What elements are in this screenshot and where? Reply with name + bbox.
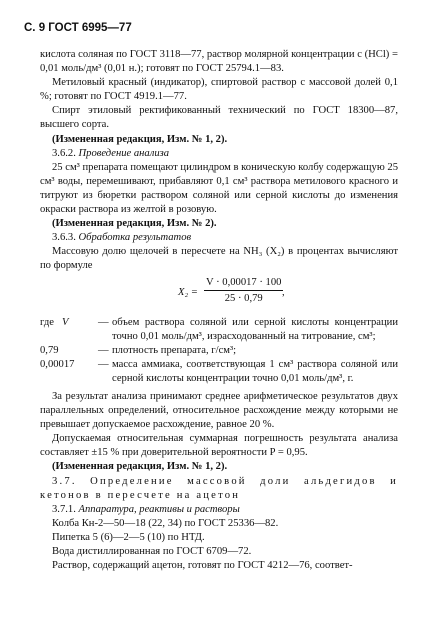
item-pipette: Пипетка 5 (6)—2—5 (10) по НТД. bbox=[52, 531, 205, 543]
page-header: С. 9 ГОСТ 6995—77 bbox=[24, 22, 132, 34]
document-body bbox=[40, 48, 398, 573]
paragraph-error: Допускаемая относительная суммарная погрешность результата анализа составляет ±15 % при доверительной вероятности P = 0,95. bbox=[40, 433, 398, 459]
revision-note-2: (Измененная редакция, Изм. № 2). bbox=[52, 218, 217, 230]
where-label: где bbox=[40, 316, 54, 328]
definition-ammonia-mass bbox=[40, 358, 398, 386]
section-title: Аппаратура, реактивы и растворы bbox=[78, 503, 240, 515]
definition-text: плотность препарата, г/см³; bbox=[112, 344, 237, 356]
formula-definitions bbox=[40, 316, 398, 386]
definition-symbol: 0,00017 bbox=[40, 358, 75, 370]
formula-fraction bbox=[204, 276, 283, 306]
item-flask: Колба Кн-2—50—18 (22, 34) по ГОСТ 25336—82. bbox=[52, 517, 279, 529]
paragraph-procedure: 25 см³ препарата помещают цилиндром в коническую колбу содержащую 25 см³ воды, перемешивают, прибавляют 0,1 см³ раствора метилового красного и титруют из бюретки раствором соляной или серной кислоты до изменения окраски раствора из желтой в розовую. bbox=[40, 161, 398, 216]
section-title: Обработка результатов bbox=[78, 232, 192, 244]
revision-note-3: (Измененная редакция, Изм. № 1, 2). bbox=[52, 461, 228, 473]
definition-dash: — bbox=[98, 358, 109, 370]
definition-v bbox=[40, 316, 398, 344]
item-water: Вода дистиллированная по ГОСТ 6709—72. bbox=[52, 546, 252, 557]
definition-dash: — bbox=[98, 316, 109, 328]
definition-dash: — bbox=[98, 344, 109, 356]
formula-denominator: 25 · 0,79 bbox=[224, 292, 263, 304]
paragraph-indicator: Метиловый красный (индикатор), спиртовой раствор с массовой долей 0,1 %; готовят по ГОСТ 4919.1—77. bbox=[40, 77, 398, 103]
paragraph-spirit: Спирт этиловый ректификованный технический по ГОСТ 18300—87, высшего сорта. bbox=[40, 105, 398, 131]
definition-symbol bbox=[40, 316, 98, 344]
definition-text: масса аммиака, соответствующая 1 см³ раствора соляной или серной кислоты концентрации точно 0,01 моль/дм³, г. bbox=[112, 358, 398, 384]
formula-numerator: V · 0,00017 · 100 bbox=[204, 276, 283, 291]
revision-note-1: (Измененная редакция, Изм. № 1, 2). bbox=[52, 133, 228, 145]
section-title: Проведение анализа bbox=[78, 147, 170, 159]
definition-text: объем раствора соляной или серной кислоты концентрации точно 0,01 моль/дм³, израсходованный на титрование, см³; bbox=[112, 316, 398, 342]
formula-comma: , bbox=[282, 286, 285, 298]
section-number: 3.7.1. bbox=[52, 503, 76, 515]
section-3-6-3 bbox=[40, 231, 398, 245]
section-number: 3.6.2. bbox=[52, 147, 76, 159]
item-acetone-solution: Раствор, содержащий ацетон, готовят по ГОСТ 4212—76, соответ- bbox=[52, 560, 353, 572]
definition-symbol: 0,79 bbox=[40, 344, 59, 356]
formula-lhs: X₂ = bbox=[178, 286, 198, 298]
symbol-v: V bbox=[62, 316, 69, 328]
paragraph-formula-intro: Массовую долю щелочей в пересчете на NH₃ (X₂) в процентах вычисляют по формуле bbox=[40, 246, 398, 272]
paragraph-result: За результат анализа принимают среднее арифметическое результатов двух параллельных определений, относительное расхождение между которыми не превышает допускаемое расхождение, равное 20 %. bbox=[40, 390, 398, 431]
section-3-7-heading: 3.7. Определение массовой доли альдегидов и кетонов в пересчете на ацетон bbox=[40, 475, 398, 501]
section-number: 3.6.3. bbox=[52, 232, 76, 244]
paragraph-hcl: кислота соляная по ГОСТ 3118—77, раствор молярной концентрации с (HCl) = 0,01 моль/дм³ (0,01 н.); готовят по ГОСТ 25794.1—83. bbox=[40, 49, 398, 75]
section-3-6-2 bbox=[40, 147, 398, 161]
formula-x2 bbox=[40, 274, 398, 314]
definition-density bbox=[40, 344, 398, 358]
section-3-7-1 bbox=[40, 503, 398, 517]
